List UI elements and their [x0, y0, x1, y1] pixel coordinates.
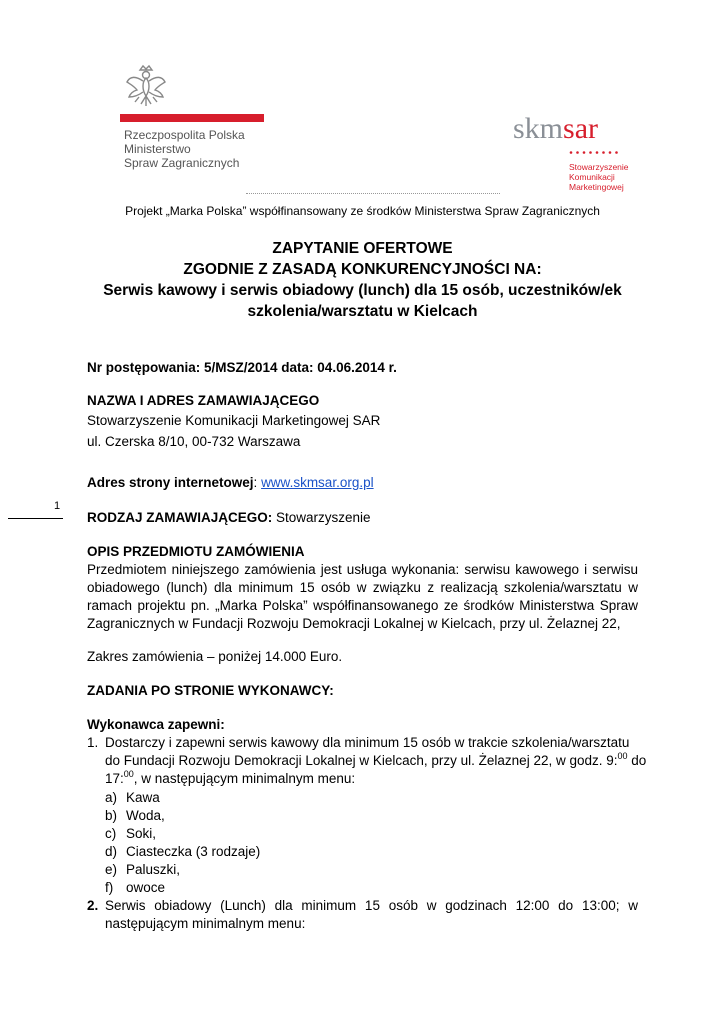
skmsar-logo-part2: sar	[563, 112, 598, 145]
list-item-text-part: , w następującym minimalnym menu:	[133, 771, 356, 786]
subject-paragraph-line: obiadowego (lunch) dla minimum 15 osób w związku z realizacją szkolenia/warsztatu w	[87, 580, 638, 595]
menu-item-letter: f)	[105, 880, 114, 895]
menu-item-text: Soki,	[126, 826, 157, 841]
list-item-text: Dostarczy i zapewni serwis kawowy dla minimum 15 osób w trakcie szkolenia/warsztatu	[105, 735, 630, 750]
document-title: Serwis kawowy i serwis obiadowy (lunch) dla 15 osób, uczestników/ek	[103, 282, 622, 299]
subject-paragraph-line: ramach projektu pn. „Marka Polska” współfinansowanego ze środków Ministerstwa Spraw	[87, 598, 638, 613]
header-divider	[246, 193, 500, 194]
menu-item-letter: b)	[105, 808, 118, 823]
website-separator: :	[253, 475, 262, 490]
polish-eagle-emblem-icon	[124, 64, 168, 110]
list-item-text-part: do	[627, 753, 647, 768]
project-cofinancing-line: Projekt „Marka Polska” współfinansowany ze środków Ministerstwa Spraw Zagranicznych	[125, 204, 600, 218]
tasks-heading: ZADANIA PO STRONIE WYKONAWCY:	[87, 683, 334, 698]
page-number-rule	[8, 518, 63, 519]
website-line	[87, 475, 374, 490]
page-number: 1	[54, 500, 61, 512]
orderer-heading: NAZWA I ADRES ZAMAWIAJĄCEGO	[87, 393, 320, 408]
subject-heading: OPIS PRZEDMIOTU ZAMÓWIENIA	[87, 544, 305, 559]
list-item-text	[105, 753, 646, 768]
skmsar-logo-subtitle: Stowarzyszenie	[569, 162, 629, 172]
list-item-text: następującym minimalnym menu:	[105, 916, 306, 931]
website-label: Adres strony internetowej	[87, 475, 254, 490]
proceeding-number: Nr postępowania: 5/MSZ/2014 data: 04.06.2014 r.	[87, 360, 397, 375]
skmsar-logo-subtitle: Komunikacji	[569, 172, 615, 182]
ministry-name-line: Rzeczpospolita Polska	[124, 128, 245, 142]
orderer-address: ul. Czerska 8/10, 00-732 Warszawa	[87, 434, 301, 449]
time-superscript: 00	[123, 769, 134, 779]
list-item-number: 1.	[87, 735, 99, 750]
menu-item-letter: d)	[105, 844, 118, 859]
document-title: ZAPYTANIE OFERTOWE	[272, 240, 453, 257]
subject-paragraph-line: Zagranicznych w Fundacji Rozwoju Demokracji Lokalnej w Kielcach, przy ul. Żelaznej 22,	[87, 616, 621, 631]
subject-paragraph-line: Przedmiotem niniejszego zamówienia jest usługa wykonania: serwisu kawowego i serwisu	[87, 562, 638, 577]
menu-item-text: Woda,	[126, 808, 165, 823]
menu-item-text: Paluszki,	[126, 862, 181, 877]
list-item-text: Serwis obiadowy (Lunch) dla minimum 15 osób w godzinach 12:00 do 13:00; w	[105, 898, 638, 913]
skmsar-logo-part1: skm	[513, 112, 564, 145]
skmsar-logo-subtitle: Marketingowej	[569, 182, 624, 192]
list-item-text	[105, 771, 355, 786]
menu-item-letter: e)	[105, 862, 118, 877]
contractor-provides-label: Wykonawca zapewni:	[87, 717, 225, 732]
list-item-number: 2.	[87, 898, 99, 913]
menu-item-text: Ciasteczka (3 rodzaje)	[126, 844, 261, 859]
menu-item-letter: c)	[105, 826, 117, 841]
time-superscript: 00	[617, 751, 628, 761]
list-item-text-part: 17:	[105, 771, 124, 786]
skmsar-logo	[513, 112, 598, 146]
orderer-type-value: Stowarzyszenie	[272, 510, 371, 525]
list-item-text-part: do Fundacji Rozwoju Demokracji Lokalnej w Kielcach, przy ul. Żelaznej 22, w godz. 9:	[105, 753, 618, 768]
flag-red-bar	[120, 114, 264, 122]
orderer-name: Stowarzyszenie Komunikacji Marketingowej SAR	[87, 413, 381, 428]
document-title: ZGODNIE Z ZASADĄ KONKURENCYJNOŚCI NA:	[183, 261, 542, 278]
orderer-type-label: RODZAJ ZAMAWIAJĄCEGO:	[87, 510, 273, 525]
menu-item-letter: a)	[105, 790, 118, 805]
website-link[interactable]: www.skmsar.org.pl	[261, 475, 374, 490]
ministry-name-line: Ministerstwo	[124, 142, 191, 156]
order-scope: Zakres zamówienia – poniżej 14.000 Euro.	[87, 649, 343, 664]
menu-item-text: Kawa	[126, 790, 160, 805]
skmsar-dots-decoration	[569, 150, 621, 155]
ministry-name-line: Spraw Zagranicznych	[124, 156, 240, 170]
orderer-type-line	[87, 510, 371, 525]
document-title: szkolenia/warsztatu w Kielcach	[247, 303, 478, 320]
menu-item-text: owoce	[126, 880, 166, 895]
